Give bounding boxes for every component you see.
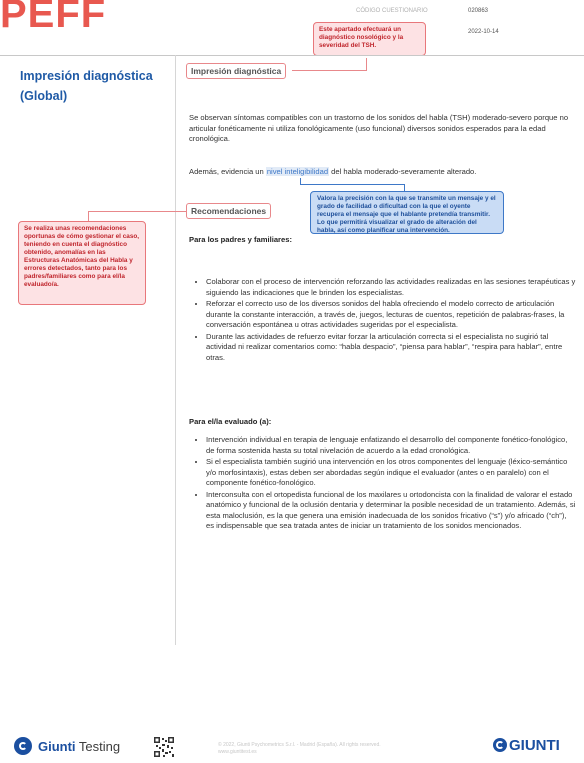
left-title: Impresión diagnóstica (Global): [20, 69, 153, 103]
header-divider: [0, 55, 584, 56]
brand-giunti: Giunti: [38, 739, 76, 754]
evaluado-title: Para el/la evaluado (a):: [189, 417, 272, 426]
peff-logo: PEFF: [0, 0, 107, 36]
giunti-brand: GIUNTI: [509, 737, 560, 754]
code-value: 020863: [468, 8, 489, 14]
column-divider: [175, 55, 176, 645]
brand-testing: Testing: [75, 739, 121, 754]
connector-top: [292, 70, 367, 71]
qr-code-icon: [153, 736, 175, 758]
note-blue-inteligibilidad: Valora la precisión con la que se transmite un mensaje y el grado de facilidad o dificultad con la que el oyente recupera el mensaje que el hablante pretendía transmitir. Lo que permitirá visualizar el grado de alteración del habla, así como planificar una intervención.: [310, 191, 504, 234]
list-item: • Durante las actividades de refuerzo evitar forzar la articulación correcta si el especialista no sugirió tal actividad ni realizar comentarios como: “habla despacio”, “piensa para hablar”, “respira para hablar”, entre otras.: [206, 332, 576, 364]
list-item: • Si el especialista también sugirió una intervención en los otros componentes del lenguaje (léxico-semántico y/o morfosintaxis), estas deben ser abordadas según indique el evaluador (antes o en paralelo) con el componente fonético-fonológico.: [206, 457, 576, 489]
list-item: • Intervención individual en terapia de lenguaje enfatizando el desarrollo del componente fonético-fonológico, de forma sostenida hasta su total nivelación de acuerdo a la edad cronológica.: [206, 435, 576, 456]
code-label: CÓDIGO CUESTIONARIO: [356, 8, 428, 14]
note-top-red: Este apartado efectuará un diagnóstico nosológico y la severidad del TSH.: [313, 22, 426, 56]
giunti-testing-brand: [38, 739, 120, 754]
list-item: • Interconsulta con el ortopedista funcional de los maxilares u ortodoncista con la finalidad de valorar el estado anatómico y funcional de la oclusión dentaria y determinar la posible necesidad de un tratamiento. Además, si esta maloclusión, es la que genera una emisión inadecuada de los sonidos fricativo (“s”) y/o africado (“ch”), es indispensable que sea tratada antes de iniciar un tratamiento de los sonidos mencionados.: [206, 490, 576, 532]
connector-left-vertical: [88, 211, 89, 221]
impresion-p2-end: del habla moderado-severamente alterado.: [329, 167, 477, 176]
evaluado-list: [194, 435, 576, 533]
impresion-p2-start: Además, evidencia un: [189, 167, 266, 176]
giunti-testing-logo-icon: [14, 737, 32, 755]
impresion-paragraph-2: [189, 167, 575, 178]
connector-top-vertical: [366, 58, 367, 70]
list-item: • Colaborar con el proceso de intervención reforzando las actividades realizadas en las sesiones terapéuticas y siguiendo las indicaciones que le brinden los especialistas.: [206, 277, 576, 298]
blue-connector-horizontal: [300, 184, 404, 185]
date-value: 2022-10-14: [468, 29, 499, 35]
website-text[interactable]: www.giuntitest.es: [218, 749, 257, 755]
section-label-recomendaciones: Recomendaciones: [186, 203, 271, 219]
list-item: • Reforzar el correcto uso de los diversos sonidos del habla ofreciendo el modelo correcto de articulación durante la constante interacción, a través de, juegos, lecturas de cuentos, repetición de palabras-frases, la conversación espontánea u otras actividades sugeridas por el especialista.: [206, 299, 576, 331]
copyright-text: © 2022, Giunti Psychometrics S.r.l. - Madrid (España). All rights reserved.: [218, 742, 381, 748]
highlight-inteligibilidad: nivel inteligibilidad: [266, 167, 329, 176]
note-left-red: Se realiza unas recomendaciones oportunas de cómo gestionar el caso, teniendo en cuenta el diagnóstico obtenido, anomalías en las Estructuras Anatómicas del Habla y errores detectados, tanto para los padres/familiares como para el/la evaluado/a.: [18, 221, 146, 305]
padres-list: [194, 277, 576, 364]
giunti-logo-icon: [493, 738, 507, 752]
blue-connector-right: [404, 184, 405, 191]
section-label-impresion: Impresión diagnóstica: [186, 63, 286, 79]
padres-title: Para los padres y familiares:: [189, 235, 292, 244]
connector-left: [88, 211, 186, 212]
footer-copyright: [218, 742, 448, 756]
impresion-paragraph-1: Se observan síntomas compatibles con un trastorno de los sonidos del habla (TSH) moderado-severo porque no articular fonéticamente ni utiliza fonológicamente (uso funcional) diversos sonidos esperados para la edad cronológica.: [189, 113, 569, 143]
